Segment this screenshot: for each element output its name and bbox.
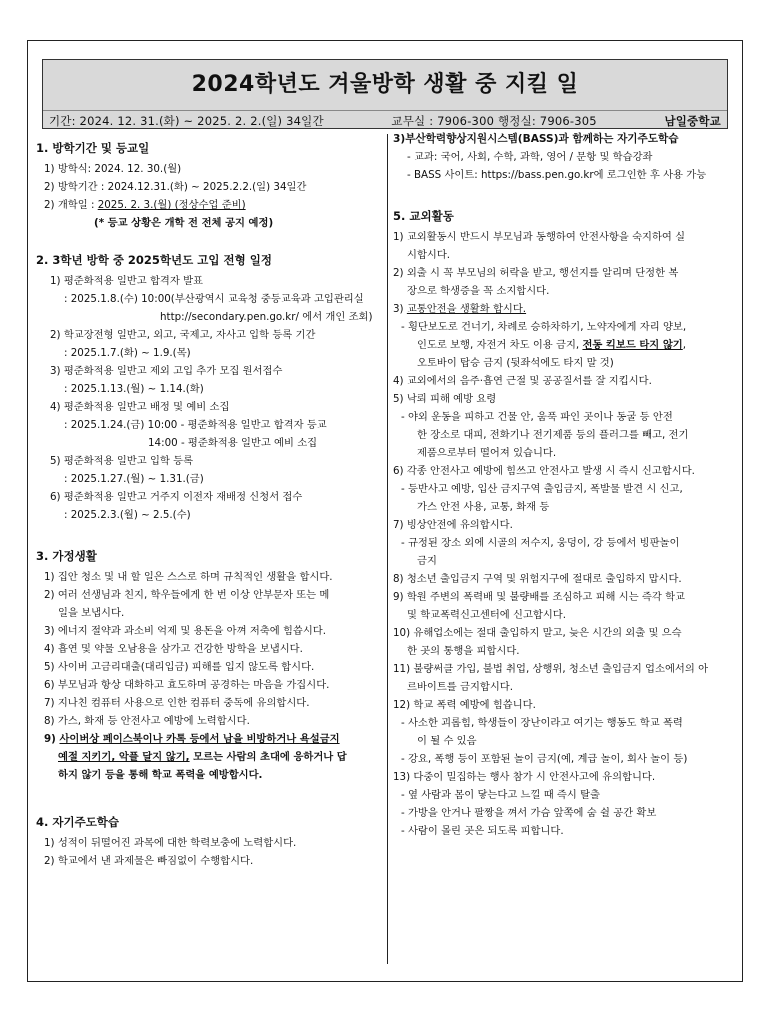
list-item: 5) 낙뢰 피해 예방 요령 xyxy=(393,393,497,405)
list-item: 제품으로부터 떨어져 있습니다. xyxy=(417,447,557,459)
list-item: 12) 학교 폭력 예방에 힘씁니다. xyxy=(393,699,536,711)
list-item: 8) 청소년 출입금지 구역 및 위험지구에 절대로 출입하지 맙시다. xyxy=(393,573,682,585)
list-item: 5) 사이버 고금리대출(대리입금) 피해를 입지 않도록 합시다. xyxy=(44,661,315,673)
header-box xyxy=(42,59,728,129)
list-item-text: 모르는 사람의 초대에 응하거나 답 xyxy=(189,751,347,763)
list-item: 6) 각종 안전사고 예방에 힘쓰고 안전사고 발생 시 즉시 신고합시다. xyxy=(393,465,695,477)
list-item: 10) 유해업소에는 절대 출입하지 말고, 늦은 시간의 외출 및 으슥 xyxy=(393,627,682,639)
list-item: (* 등교 상황은 개학 전 전체 공지 예정) xyxy=(94,217,274,229)
list-item: 1) 평준화적용 일반고 합격자 발표 xyxy=(50,275,203,287)
list-item-prefix: 2) 개학일 : xyxy=(44,199,98,211)
list-item: 한 장소로 대피, 전화기나 전기제품 등의 플러그를 빼고, 전기 xyxy=(417,429,689,441)
list-item: 2) 학교에서 낸 과제물은 빠짐없이 수행합시다. xyxy=(44,855,254,867)
list-item: - 규정된 장소 외에 시골의 저수지, 웅덩이, 강 등에서 빙판놀이 xyxy=(401,537,680,549)
list-item: 11) 불량써클 가입, 불법 취업, 상행위, 청소년 출입금지 업소에서의 아 xyxy=(393,663,709,675)
list-item: 5) 평준화적용 일반고 입학 등록 xyxy=(50,455,194,467)
section-4-title: 4. 자기주도학습 xyxy=(36,815,120,829)
list-item: - 사소한 괴롭힘, 학생들이 장난이라고 여기는 행동도 학교 폭력 xyxy=(401,717,683,729)
list-item: 4) 흡연 및 약물 오남용을 삼가고 건강한 방학을 보냅시다. xyxy=(44,643,303,655)
list-item: 7) 지나친 컴퓨터 사용으로 인한 컴퓨터 중독에 유의합시다. xyxy=(44,697,310,709)
list-item: 한 곳의 통행을 피합시다. xyxy=(407,645,520,657)
list-item: 르바이트를 금지합시다. xyxy=(407,681,514,693)
list-item: - 등반사고 예방, 입산 금지구역 출입금지, 폭발물 발견 시 신고, xyxy=(401,483,683,495)
list-item: 1) 집안 청소 및 내 할 일은 스스로 하며 규칙적인 생활을 합시다. xyxy=(44,571,333,583)
list-item: 시합시다. xyxy=(407,249,451,261)
list-item: 2) 방학기간 : 2024.12.31.(화) ~ 2025.2.2.(일) 34일간 xyxy=(44,181,307,193)
vacation-period: 기간: 2024. 12. 31.(화) ~ 2025. 2. 2.(일) 34일간 xyxy=(49,114,324,128)
list-item: : 2025.1.27.(월) ~ 1.31.(금) xyxy=(64,473,204,485)
list-item: 13) 다중이 밀집하는 행사 참가 시 안전사고에 유의합니다. xyxy=(393,771,656,783)
list-item xyxy=(36,748,381,766)
list-item: 장으로 학생증을 꼭 소지합시다. xyxy=(407,285,550,297)
column-divider xyxy=(387,134,388,964)
list-item: 4) 교외에서의 음주·흡연 근절 및 공공질서를 잘 지킵시다. xyxy=(393,375,652,387)
list-item: 1) 교외활동시 반드시 부모님과 동행하여 안전사항을 숙지하여 실 xyxy=(393,231,686,243)
list-item: - 옆 사람과 몸이 닿는다고 느낄 때 즉시 탈출 xyxy=(401,789,600,801)
list-item: 9) 학원 주변의 폭력배 및 불량배를 조심하고 피해 시는 즉각 학교 xyxy=(393,591,685,603)
list-item-text: , xyxy=(682,339,687,351)
list-item: 1) 성적이 뒤떨어진 과목에 대한 학력보충에 노력합시다. xyxy=(44,837,297,849)
list-item: 2) 학교장전형 일반고, 외고, 국제고, 자사고 입학 등록 기간 xyxy=(50,329,316,341)
section-2-title: 2. 3학년 방학 중 2025학년도 고입 전형 일정 xyxy=(36,253,272,267)
list-item: - 횡단보도로 건너기, 차례로 승하차하기, 노약자에게 자리 양보, xyxy=(401,321,687,333)
list-item: 3) 에너지 절약과 과소비 억제 및 용돈을 아껴 저축에 힘씁시다. xyxy=(44,625,327,637)
list-item: 3) 평준화적용 일반고 제외 고입 추가 모집 원서접수 xyxy=(50,365,283,377)
list-item-prefix: 3) xyxy=(393,303,407,315)
traffic-safety-text: 교통안전을 생활화 합시다. xyxy=(406,303,527,315)
list-item: 14:00 - 평준화적용 일반고 예비 소집 xyxy=(148,437,318,449)
list-item: - 사람이 몰린 곳은 되도록 피합니다. xyxy=(401,825,564,837)
section-3-title: 3. 가정생활 xyxy=(36,549,97,563)
list-item: 및 학교폭력신고센터에 신고합시다. xyxy=(407,609,567,621)
bass-title: 3)부산학력향상지원시스템(BASS)과 함께하는 자기주도학습 xyxy=(393,133,679,145)
office-phone: 교무실 : 7906-300 행정실: 7906-305 xyxy=(391,114,597,128)
list-item: : 2025.1.8.(수) 10:00(부산광역시 교육청 중등교육과 고입관리실 xyxy=(64,293,364,305)
section-5-title: 5. 교외활동 xyxy=(393,209,454,223)
list-item: - BASS 사이트: https://bass.pen.go.kr에 로그인한 후 사용 가능 xyxy=(407,169,707,181)
list-item: 1) 방학식: 2024. 12. 30.(월) xyxy=(44,163,182,175)
list-item: 2) 여러 선생님과 친지, 학우들에게 한 번 이상 안부문자 또는 메 xyxy=(44,589,330,601)
list-item: : 2025.2.3.(월) ~ 2.5.(수) xyxy=(64,509,191,521)
school-name: 남일중학교 xyxy=(664,114,721,128)
list-item: : 2025.1.24.(금) 10:00 - 평준화적용 일반고 합격자 등교 xyxy=(64,419,327,431)
list-item xyxy=(393,336,738,354)
list-item: - 교과: 국어, 사회, 수학, 과학, 영어 / 문항 및 학습강좌 xyxy=(407,151,653,163)
list-item: 8) 가스, 화재 등 안전사고 예방에 노력합시다. xyxy=(44,715,250,727)
list-item: 가스 안전 사용, 교통, 화재 등 xyxy=(417,501,550,513)
cyber-etiquette-text: 예절 지키기, 악플 달지 않기, xyxy=(58,751,190,763)
left-column xyxy=(36,138,381,870)
info-bar xyxy=(49,113,721,129)
list-item: 6) 평준화적용 일반고 거주지 이전자 재배정 신청서 접수 xyxy=(50,491,303,503)
list-item: 2) 외출 시 꼭 부모님의 허락을 받고, 행선지를 알리며 단정한 복 xyxy=(393,267,679,279)
right-column xyxy=(393,130,738,840)
no-kickboard-text: 전동 킥보드 타지 않기 xyxy=(582,339,683,351)
list-item: 6) 부모님과 항상 대화하고 효도하며 공경하는 마음을 가집시다. xyxy=(44,679,330,691)
list-item xyxy=(393,300,738,318)
list-item xyxy=(36,196,381,214)
list-item: 4) 평준화적용 일반고 배정 및 예비 소집 xyxy=(50,401,230,413)
header-divider xyxy=(43,110,727,111)
list-item: 금지 xyxy=(417,555,437,567)
list-item: : 2025.1.7.(화) ~ 1.9.(목) xyxy=(64,347,191,359)
list-item: - 가방을 안거나 팔짱을 껴서 가슴 앞쪽에 숨 쉴 공간 확보 xyxy=(401,807,657,819)
list-item: - 야외 운동을 피하고 건물 안, 움푹 파인 곳이나 동굴 등 안전 xyxy=(401,411,673,423)
cyber-etiquette-text: 사이버상 페이스북이나 카톡 등에서 남을 비방하거나 욕설금지 xyxy=(59,733,340,745)
list-item: 하지 않기 등을 통해 학교 폭력을 예방합시다. xyxy=(58,769,263,781)
list-item xyxy=(36,730,381,748)
list-item: 이 될 수 있음 xyxy=(417,735,477,747)
list-item: 7) 빙상안전에 유의합시다. xyxy=(393,519,513,531)
list-item: 오토바이 탑승 금지 (뒷좌석에도 타지 말 것) xyxy=(417,357,614,369)
list-item-prefix: 9) xyxy=(44,733,60,745)
reopening-date: 2025. 2. 3.(월) (정상수업 준비) xyxy=(97,199,246,211)
list-item: - 강요, 폭행 등이 포함된 놀이 금지(예, 계급 놀이, 회사 놀이 등) xyxy=(401,753,688,765)
page-title: 2024학년도 겨울방학 생활 중 지킬 일 xyxy=(191,72,579,97)
section-1-title: 1. 방학기간 및 등교일 xyxy=(36,141,150,155)
list-item-text: 인도로 보행, 자전거 차도 이용 금지, xyxy=(417,339,583,351)
list-item: http://secondary.pen.go.kr/ 에서 개인 조회) xyxy=(160,311,373,323)
list-item: 일을 보냅시다. xyxy=(58,607,125,619)
list-item: : 2025.1.13.(월) ~ 1.14.(화) xyxy=(64,383,204,395)
